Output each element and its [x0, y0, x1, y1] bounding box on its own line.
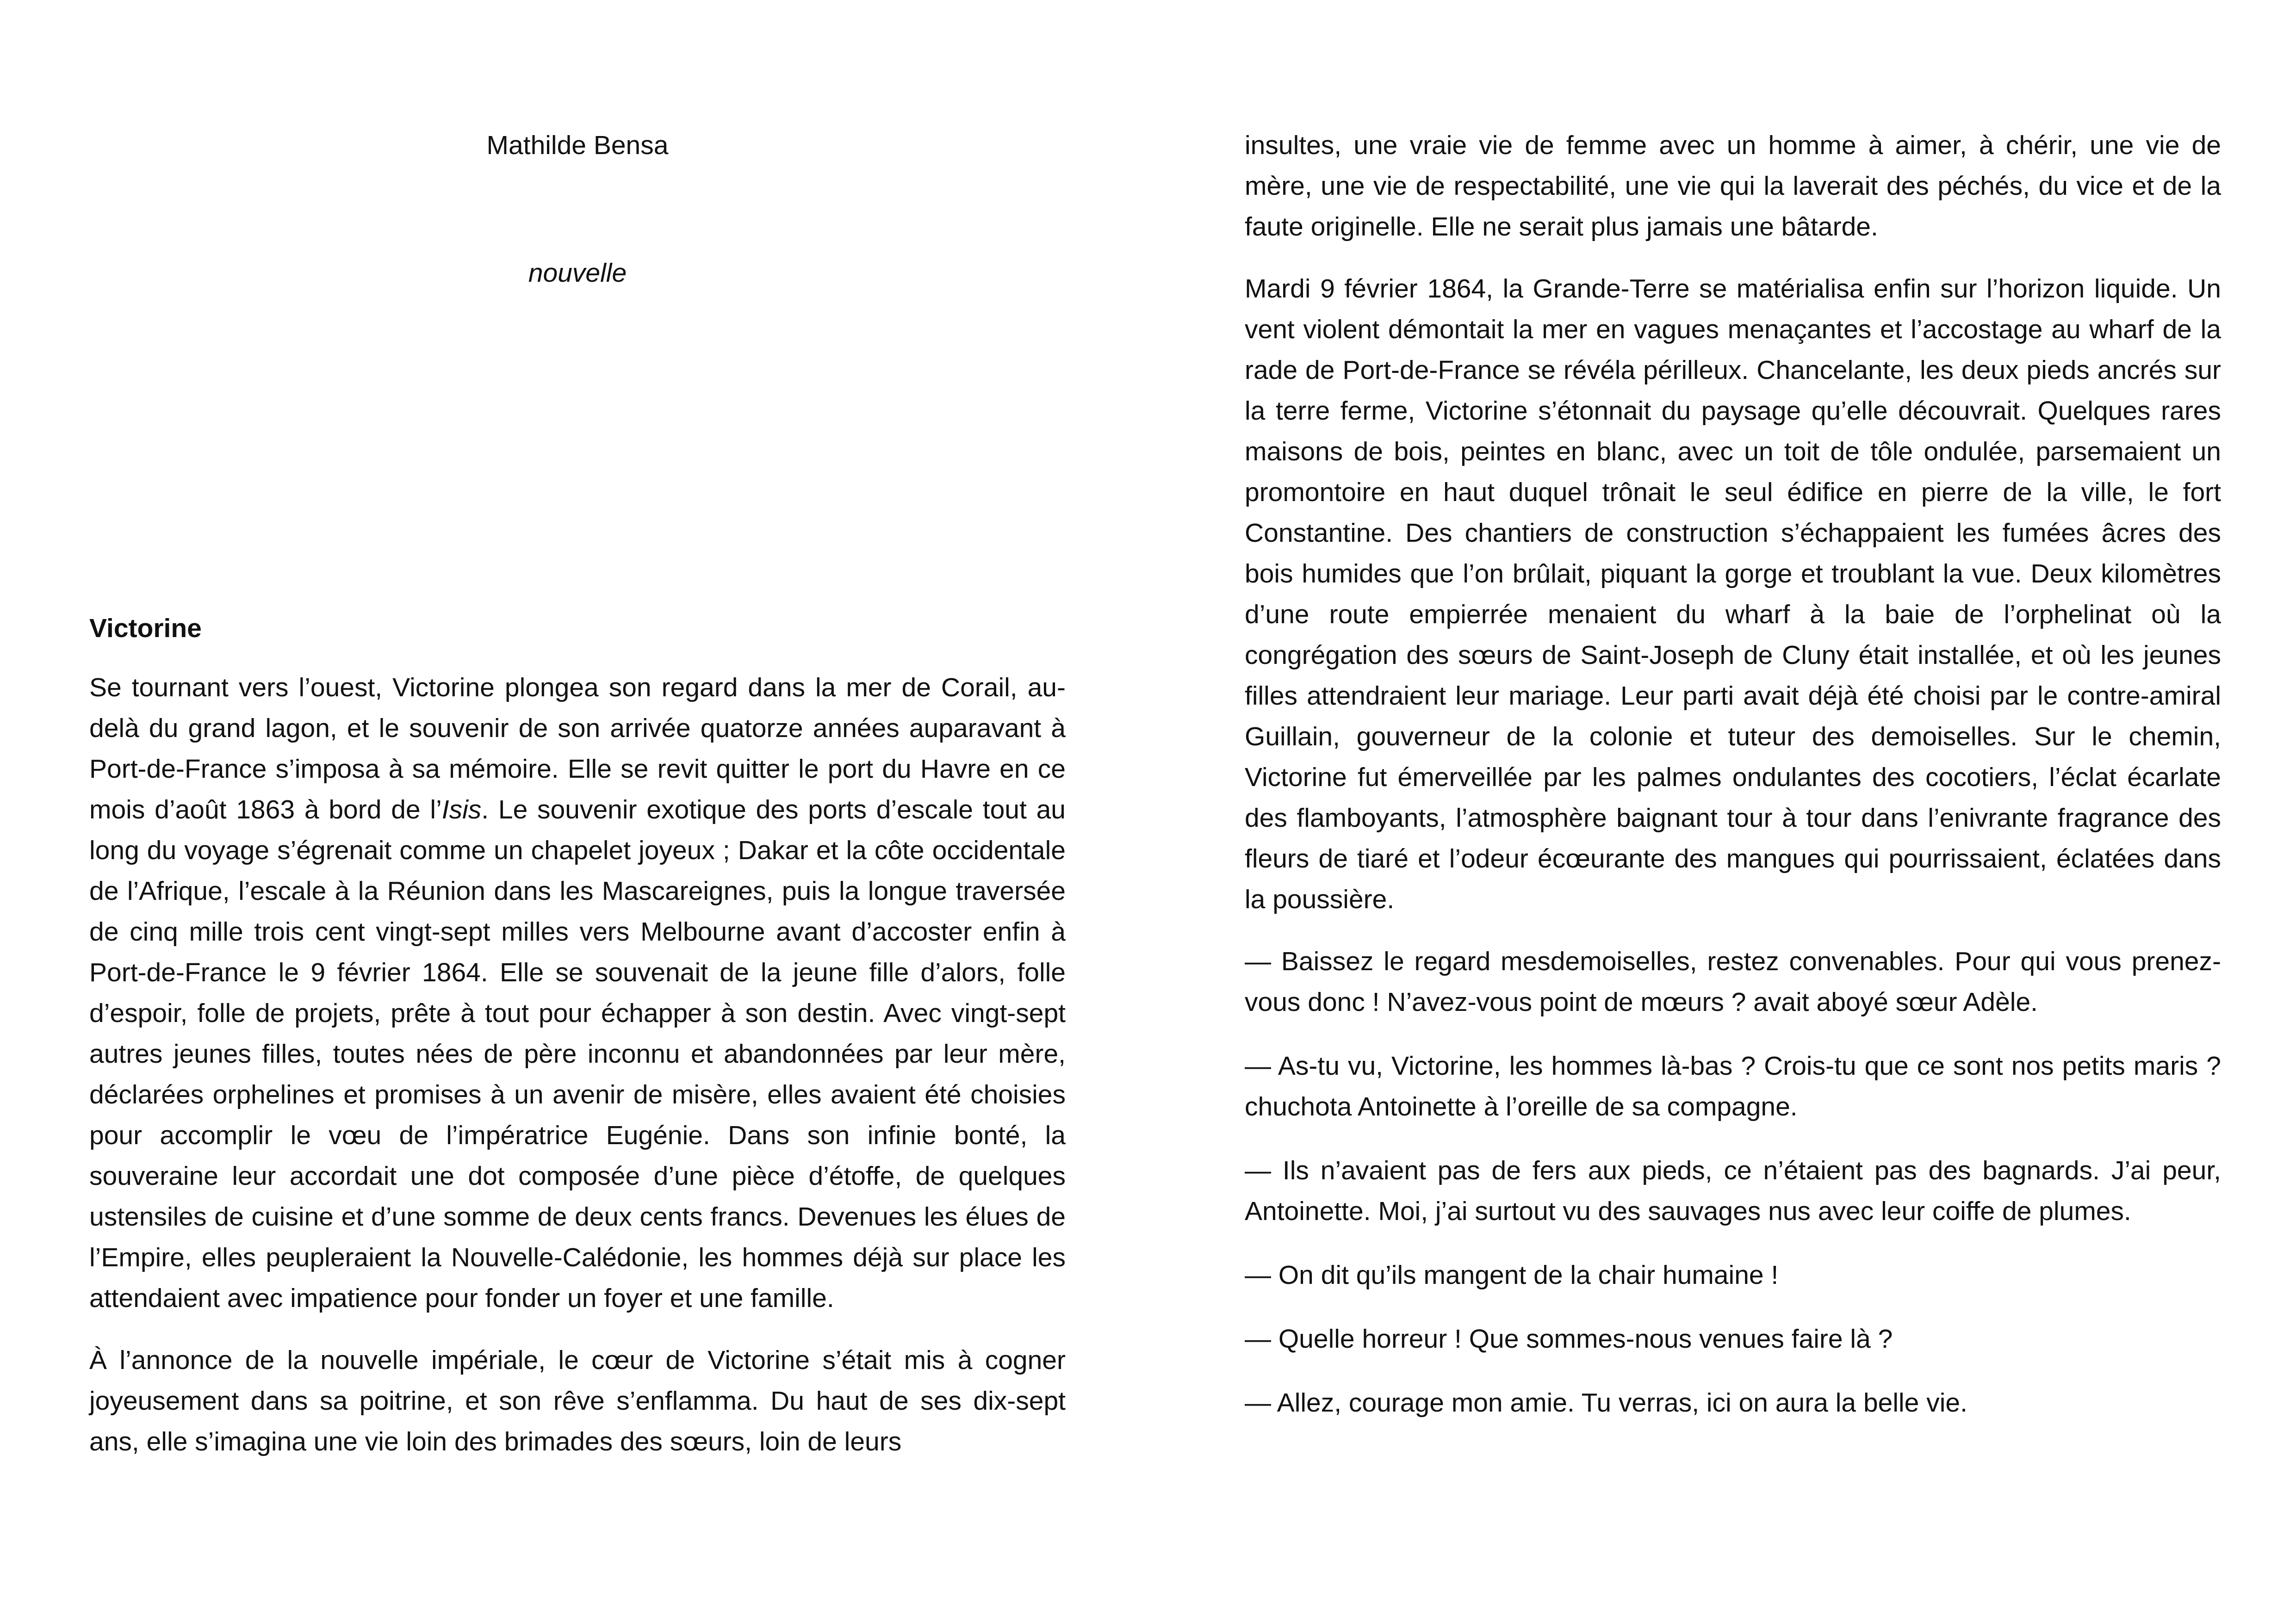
dialogue-line: — Quelle horreur ! Que sommes-nous venues faire là ?: [1245, 1324, 1893, 1354]
paragraph: Mardi 9 février 1864, la Grande-Terre se matérialisa enfin sur l’horizon liquide. Un vent violent démontait la mer en vagues menaçantes et l’accostage au wharf de la rade de Port-de-France se révéla périlleux. Chancelante, les deux pieds ancrés sur la terre ferme, Victorine s’étonnait du paysage qu’elle découvrait. Quelques rares maisons de bois, peintes en blanc, avec un toit de tôle ondulée, parsemaient un promontoire en haut duquel trônait le seul édifice en pierre de la ville, le fort Constantine. Des chantiers de construction s’échappaient les fumées âcres des bois humides que l’on brûlait, piquant la gorge et troublant la vue. Deux kilomètres d’une route empierrée menaient du wharf à la baie de l’orphelinat où la congrégation des sœurs de Saint-Joseph de Cluny était installée, et où les jeunes filles attendraient leur mariage. Leur parti avait déjà été choisi par le contre-amiral Guillain, gouverneur de la colonie et tuteur des demoiselles. Sur le chemin, Victorine fut émerveillée par les palmes ondulantes des cocotiers, l’éclat écarlate des flamboyants, l’atmosphère baignant tour à tour dans l’enivrante fragrance des fleurs de tiaré et l’odeur écœurante des mangues qui pourrissaient, éclatées dans la poussière.: [1245, 274, 2221, 914]
dialogue-line: — Ils n’avaient pas de fers aux pieds, ce n’étaient pas des bagnards. J’ai peur, Antoinette. Moi, j’ai surtout vu des sauvages nus avec leur coiffe de plumes.: [1245, 1156, 2221, 1226]
paragraph-text: Se tournant vers l’ouest, Victorine plongea son regard dans la mer de Corail, au-delà du grand lagon, et le souvenir de son arrivée quatorze années auparavant à Port-de-France s’imposa à sa mémoire. Elle se revit quitter le port du Havre en ce mois d’août 1863 à bord de l’: [89, 673, 1066, 824]
ship-name: Isis: [441, 795, 482, 824]
dialogue-line: — Allez, courage mon amie. Tu verras, ici on aura la belle vie.: [1245, 1388, 1967, 1418]
paragraph-text: . Le souvenir exotique des ports d’escale tout au long du voyage s’égrenait comme un chapelet joyeux ; Dakar et la côte occidentale de l’Afrique, l’escale à la Réunion dans les Mascareignes, puis la longue traversée de cinq mille trois cent vingt-sept milles vers Melbourne avant d’accoster enfin à Port-de-France le 9 février 1864. Elle se souvenait de la jeune fille d’alors, folle d’espoir, folle de projets, prête à tout pour échapper à son destin. Avec vingt-sept autres jeunes filles, toutes nées de père inconnu et abandonnées par leur mère, déclarées orphelines et promises à un avenir de misère, elles avaient été choisies pour accomplir le vœu de l’impératrice Eugénie. Dans son infinie bonté, la souveraine leur accordait une dot composée d’une pièce d’étoffe, de quelques ustensiles de cuisine et d’une somme de deux cents francs. Devenues les élues de l’Empire, elles peupleraient la Nouvelle-Calédonie, les hommes déjà sur place les attendaient avec impatience pour fonder un foyer et une famille.: [89, 795, 1066, 1313]
paragraph: [89, 667, 1066, 1319]
author-name: Mathilde Bensa: [486, 130, 669, 160]
dialogue-line: — As-tu vu, Victorine, les hommes là-bas ? Crois-tu que ce sont nos petits maris ? chuchota Antoinette à l’oreille de sa compagne.: [1245, 1051, 2221, 1121]
right-column: [1245, 125, 2221, 1446]
dialogue-line: — On dit qu’ils mangent de la chair humaine !: [1245, 1260, 1779, 1290]
paragraph: insultes, une vraie vie de femme avec un homme à aimer, à chérir, une vie de mère, une vie de respectabilité, une vie qui la laverait des péchés, du vice et de la faute originelle. Elle ne serait plus jamais une bâtarde.: [1245, 130, 2221, 242]
left-column: [89, 125, 1066, 1483]
story-title: Victorine: [89, 613, 202, 643]
dialogue-line: — Baissez le regard mesdemoiselles, restez convenables. Pour qui vous prenez-vous donc ! N’avez-vous point de mœurs ? avait aboyé sœur Adèle.: [1245, 947, 2221, 1017]
paragraph: À l’annonce de la nouvelle impériale, le cœur de Victorine s’était mis à cogner joyeusement dans sa poitrine, et son rêve s’enflamma. Du haut de ses dix-sept ans, elle s’imagina une vie loin des brimades des sœurs, loin de leurs: [89, 1345, 1066, 1456]
genre-label: nouvelle: [528, 258, 627, 288]
